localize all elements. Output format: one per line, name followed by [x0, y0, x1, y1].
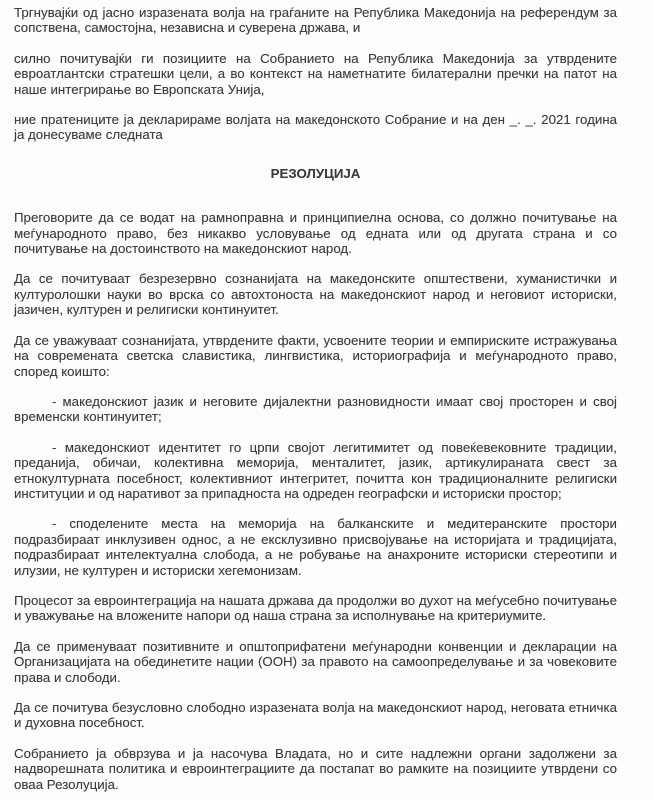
preamble-paragraph: силно почитувајќи ги позициите на Собранието на Република Македонија за утврдените евроатлантски стратешки цели, а во контекст на наметнатите билатерални пречки на патот на наше интегрирање во Европската Унија, [14, 50, 617, 97]
preamble-paragraph: Тргнувајќи од јасно изразената волја на граѓаните на Република Македонија на референдум за сопствена, самостојна, независна и суверена држава, и [14, 5, 617, 36]
list-item: - споделените места на меморија на балканските и медитеранските простори подразбираат инклузивен однос, а не ексклузивно присвојување на историјата и традицијата, подразбираат интелектуална слобода, а не робување на анахроните историски стереотипи и илузии, не културен и историски хегемонизам. [14, 516, 617, 578]
body-paragraph: Процесот за евроинтеграција на нашата држава да продолжи во духот на меѓусебно почитување и уважување на вложените напори од наша страна за исполнување на критериумите. [14, 592, 617, 624]
preamble-paragraph: ние пратениците ја декларираме волјата на македонското Собрание и на ден _. _. 2021 година ја донесуваме следната [14, 112, 617, 143]
list-item: - македонскиот идентитет го црпи својот легитимитет од повеќевековните традиции, преданија, обичаи, колективна меморија, менталитет, јазик, артикулираната свест за етнокултурната посебност, колективниот интегритет, почитта кон традиционалните религиски институции и од наративот за припадноста на одреден географски и историски простор; [14, 439, 617, 501]
body-paragraph: Да се уважуваат сознанијата, утврдените факти, усвоените теории и емпириските истражувања на современата светска славистика, лингвистика, историографија и меѓународното право, според коишто: [14, 332, 617, 379]
resolution-title: РЕЗОЛУЦИЈА [270, 165, 361, 181]
body-paragraph: Собранието ја обврзува и ја насочува Владата, но и сите надлежни органи задолжени за надворешната политика и евроинтеграциите да постапат во рамките на позициите утврдени со оваа Резолуција. [14, 745, 617, 792]
body-paragraph: Да се применуваат позитивните и општоприфатени меѓународни конвенции и декларации на Организацијата на обединетите нации (ООН) за правото на самоопределување и за човековите права и слободи. [14, 638, 617, 685]
body-paragraph: Да се почитуваат безрезервно сознанијата на македонските општествени, хуманистички и културолошки науки во врска со автохтоноста на македонскиот народ и неговиот историски, јазичен, културен и религиски континуитет. [14, 271, 617, 318]
body-paragraph: Да се почитува безусловно слободно изразената волја на македонскиот народ, неговата етничка и духовна посебност. [14, 700, 617, 731]
body-paragraph: Преговорите да се водат на рамноправна и принципиелна основа, со должно почитување на меѓународното право, без никакво условување од едната или од другата страна и со почитување на достоинството на македонскиот народ. [14, 210, 617, 257]
list-item: - македонскиот јазик и неговите дијалектни разновидности имаат свој просторен и свој временски континуитет; [14, 393, 617, 425]
